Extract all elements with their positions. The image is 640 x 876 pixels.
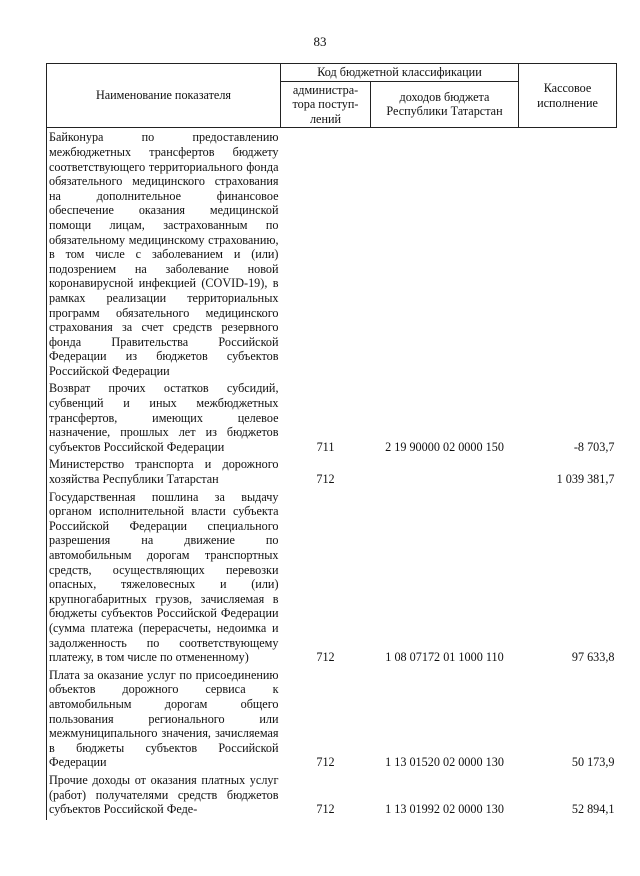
row-amount: -8 703,7 — [573, 439, 615, 454]
row-code: 1 13 01992 02 0000 130 — [385, 802, 504, 817]
row-amount: 97 633,8 — [571, 650, 615, 665]
table-body — [47, 128, 617, 820]
row-code: 1 08 07172 01 1000 110 — [385, 650, 504, 665]
row-admin — [281, 128, 371, 382]
row-admin: 712 — [316, 472, 335, 487]
row-amount: 52 894,1 — [571, 802, 615, 817]
header-income: доходов бюджета Республики Татарстан — [371, 81, 519, 128]
page-number: 83 — [313, 34, 327, 49]
row-name: Министерство транспорта и дорожного хозяйства Республики Татарстан — [47, 457, 281, 489]
table-row — [47, 457, 617, 489]
table-row — [47, 128, 617, 382]
row-admin: 712 — [316, 802, 335, 817]
table-header — [47, 64, 617, 128]
row-admin: 711 — [316, 439, 335, 454]
header-amount: Кассовое исполнение — [519, 64, 617, 128]
table-row — [47, 381, 617, 457]
header-admin: администра-тора поступ-лений — [281, 81, 371, 128]
row-admin: 712 — [316, 755, 335, 770]
row-code — [371, 128, 519, 382]
row-code: 2 19 90000 02 0000 150 — [385, 439, 504, 454]
row-code — [371, 457, 519, 489]
table-row — [47, 490, 617, 668]
row-name: Государственная пошлина за выдачу органом исполнительной власти субъекта Российской Федерации специального разрешения на движение по автомобильным дорогам транспортных средств, осуществляющих перевозки опасных, тяжеловесных и (или) крупногабаритных грузов, зачисляемая в бюджеты субъектов Российской Федерации (сумма платежа (перерасчеты, недоимка и задолженность по соответствующему платежу, в том числе по отмененному) — [47, 490, 281, 668]
row-amount: 1 039 381,7 — [556, 472, 615, 487]
row-code: 1 13 01520 02 0000 130 — [385, 755, 504, 770]
row-amount — [519, 128, 617, 382]
row-name: Байконура по предоставлению межбюджетных трансфертов бюджету соответствующего территориального фонда обязательного медицинского страхования на дополнительное финансовое обеспечение оказания медицинской помощи лицам, застрахованным по обязательному медицинскому страхованию, в том числе с заболеванием и (или) подозрением на заболевание новой коронавирусной инфекцией (COVID-19), в рамках реализации территориальных программ обязательного медицинского страхования за счет средств резервного фонда Правительства Российской Федерации из бюджетов субъектов Российской Федерации — [47, 128, 281, 382]
header-code-group: Код бюджетной классификации — [281, 64, 519, 82]
row-name: Плата за оказание услуг по присоединению объектов дорожного сервиса к автомобильным дорогам общего пользования регионального или межмуниципального значения, зачисляемая в бюджеты субъектов Российской Федерации — [47, 668, 281, 773]
row-name: Прочие доходы от оказания платных услуг (работ) получателями средств бюджетов субъектов Российской Феде- — [47, 773, 281, 820]
row-amount: 50 173,9 — [571, 755, 615, 770]
table-row — [47, 668, 617, 773]
header-name: Наименование показателя — [47, 64, 281, 128]
row-name: Возврат прочих остатков субсидий, субвенций и иных межбюджетных трансфертов, имеющих целевое назначение, прошлых лет из бюджетов субъектов Российской Федерации — [47, 381, 281, 457]
row-admin: 712 — [316, 650, 335, 665]
budget-table — [46, 63, 617, 820]
table-row — [47, 773, 617, 820]
